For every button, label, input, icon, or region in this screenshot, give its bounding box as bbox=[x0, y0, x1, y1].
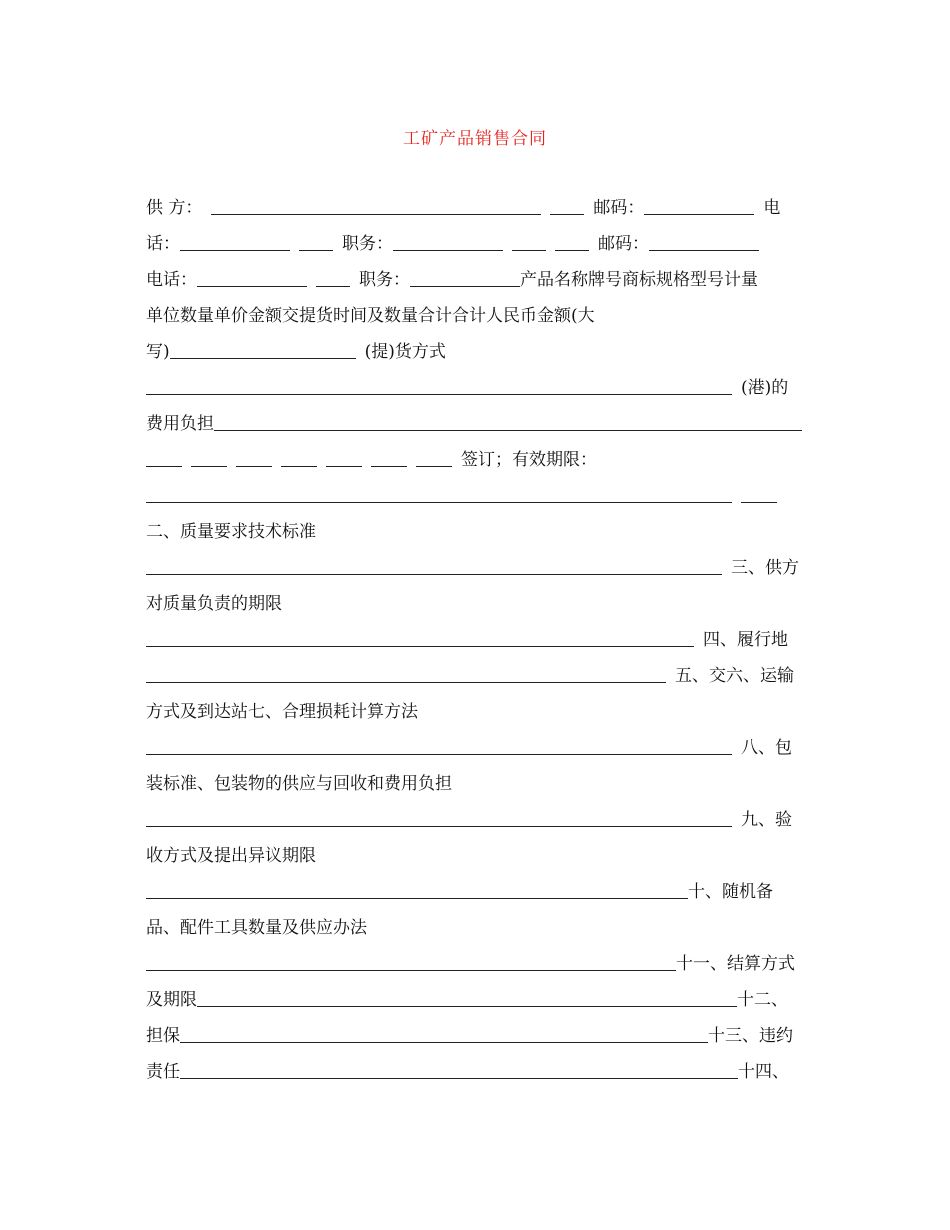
loss-line bbox=[146, 733, 792, 763]
liability-line bbox=[146, 1057, 789, 1087]
packaging-line bbox=[146, 769, 452, 799]
section-3-label: 三、供方 bbox=[731, 558, 799, 578]
guarantee-line bbox=[146, 1021, 793, 1051]
cost-label: 费用负担 bbox=[146, 414, 214, 434]
blank[interactable] bbox=[550, 214, 584, 215]
quality-line bbox=[146, 553, 799, 583]
section-10-label: 十、随机备 bbox=[688, 882, 773, 902]
blank[interactable] bbox=[741, 502, 777, 503]
supplier-line bbox=[146, 193, 780, 223]
section-3-text: 对质量负责的期限 bbox=[146, 594, 282, 614]
supplier-label: 供 方： bbox=[146, 198, 203, 218]
packaging-text: 装标准、包装物的供应与回收和费用负担 bbox=[146, 774, 452, 794]
packaging-blank[interactable] bbox=[146, 826, 732, 827]
transport-text: 方式及到达站七、合理损耗计算方法 bbox=[146, 702, 418, 722]
blank[interactable] bbox=[281, 466, 317, 467]
performance-blank[interactable] bbox=[146, 682, 666, 683]
performance-line bbox=[146, 661, 794, 691]
packaging-blank-line bbox=[146, 805, 792, 835]
spare-parts-blank-line bbox=[146, 949, 795, 979]
transport-line bbox=[146, 697, 418, 727]
position-blank[interactable] bbox=[393, 250, 503, 251]
section-4-label: 四、履行地 bbox=[703, 630, 788, 650]
cost-line bbox=[146, 409, 802, 439]
postal-blank[interactable] bbox=[644, 214, 754, 215]
loss-blank[interactable] bbox=[146, 754, 732, 755]
section-2-text: 二、质量要求技术标准 bbox=[146, 522, 316, 542]
cost-blank[interactable] bbox=[214, 430, 802, 431]
product-columns-text: 产品名称牌号商标规格型号计量 bbox=[520, 270, 758, 290]
postal-blank[interactable] bbox=[649, 250, 759, 251]
position-label: 职务： bbox=[359, 270, 410, 290]
supplier-name-blank[interactable] bbox=[211, 214, 541, 215]
settlement-label: 及期限 bbox=[146, 990, 197, 1010]
liability-blank[interactable] bbox=[180, 1078, 738, 1079]
position-blank[interactable] bbox=[410, 286, 520, 287]
settlement-blank[interactable] bbox=[197, 1006, 737, 1007]
validity-label: 签订；有效期限： bbox=[461, 450, 597, 470]
product-columns-text: 单位数量单价金额交提货时间及数量合计合计人民币金额(大 bbox=[146, 306, 595, 326]
guarantee-label: 担保 bbox=[146, 1026, 180, 1046]
spare-parts-text: 品、配件工具数量及供应办法 bbox=[146, 918, 367, 938]
blank[interactable] bbox=[316, 286, 350, 287]
buyer-contact-line bbox=[146, 265, 758, 295]
amount-blank[interactable] bbox=[170, 358, 356, 359]
quality-period-blank[interactable] bbox=[146, 646, 694, 647]
validity-line bbox=[146, 481, 777, 511]
port-label: (港)的 bbox=[741, 378, 789, 398]
amount-line bbox=[146, 337, 446, 367]
postal-label: 邮码： bbox=[593, 198, 645, 218]
phone-label-start: 电 bbox=[763, 198, 781, 218]
section-13-label: 十三、违约 bbox=[708, 1026, 793, 1046]
section-2-heading bbox=[146, 517, 316, 547]
postal-label: 邮码： bbox=[598, 234, 649, 254]
inspection-blank[interactable] bbox=[146, 898, 688, 899]
phone-blank[interactable] bbox=[197, 286, 307, 287]
blank[interactable] bbox=[236, 466, 272, 467]
delivery-method-label: (提)货方式 bbox=[364, 342, 446, 362]
delivery-line bbox=[146, 373, 788, 403]
blank[interactable] bbox=[555, 250, 589, 251]
section-11-label: 十一、结算方式 bbox=[676, 954, 795, 974]
phone-label-end: 话： bbox=[146, 234, 180, 254]
blank[interactable] bbox=[191, 466, 227, 467]
supplier-contact-line bbox=[146, 229, 759, 259]
blank[interactable] bbox=[371, 466, 407, 467]
product-columns-line bbox=[146, 301, 595, 331]
contract-title: 工矿产品销售合同 bbox=[403, 129, 547, 149]
spare-parts-blank[interactable] bbox=[146, 970, 676, 971]
quality-blank[interactable] bbox=[146, 574, 722, 575]
inspection-text: 收方式及提出异议期限 bbox=[146, 846, 316, 866]
delivery-blank[interactable] bbox=[146, 394, 732, 395]
inspection-line bbox=[146, 841, 316, 871]
blank[interactable] bbox=[299, 250, 333, 251]
settlement-line bbox=[146, 985, 788, 1015]
guarantee-blank[interactable] bbox=[180, 1042, 708, 1043]
quality-period-line bbox=[146, 625, 788, 655]
section-5-6-label: 五、交六、运输 bbox=[675, 666, 794, 686]
liability-label: 责任 bbox=[146, 1062, 180, 1082]
amount-label: 写) bbox=[146, 342, 170, 362]
position-label: 职务： bbox=[342, 234, 393, 254]
validity-blank[interactable] bbox=[146, 502, 732, 503]
blank[interactable] bbox=[146, 466, 182, 467]
blank[interactable] bbox=[416, 466, 452, 467]
section-9-label: 九、验 bbox=[741, 810, 792, 830]
blank[interactable] bbox=[512, 250, 546, 251]
phone-label: 电话： bbox=[146, 270, 197, 290]
section-8-label: 八、包 bbox=[741, 738, 792, 758]
section-14-label: 十四、 bbox=[738, 1062, 789, 1082]
section-3-line bbox=[146, 589, 282, 619]
phone-blank[interactable] bbox=[180, 250, 290, 251]
inspection-blank-line bbox=[146, 877, 773, 907]
blank[interactable] bbox=[326, 466, 362, 467]
spare-parts-line bbox=[146, 913, 367, 943]
signing-line bbox=[146, 445, 597, 475]
section-12-label: 十二、 bbox=[737, 990, 788, 1010]
